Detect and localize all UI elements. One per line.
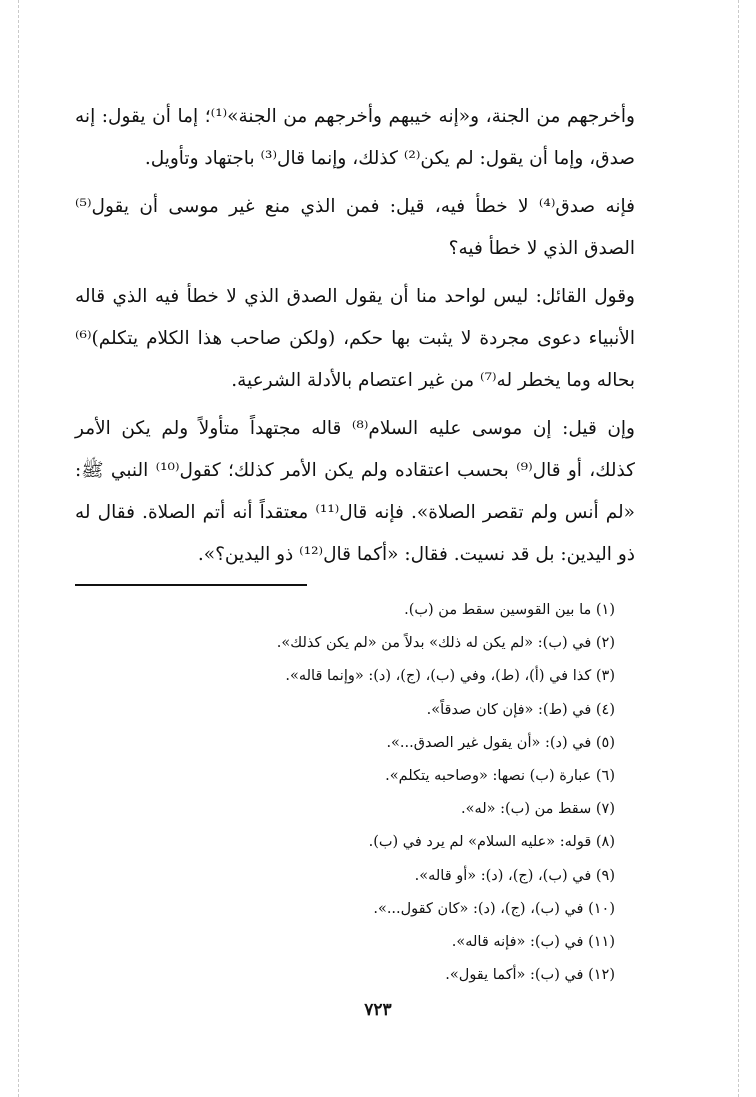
right-margin-guide (738, 0, 739, 1097)
footnote-3: (٣) كذا في (أ)، (ط)، وفي (ب)، (ج)، (د): «وإنما قاله». (285, 668, 615, 685)
footnote-separator-wrap (75, 584, 635, 586)
page-number: ٧٢٣ (364, 1000, 392, 1020)
book-page (75, 96, 635, 992)
footnote-7: (٧) سقط من (ب): «له». (460, 801, 615, 818)
footnote-12: (١٢) في (ب): «أكما يقول». (445, 967, 615, 984)
footnote-11: (١١) في (ب): «فإنه قاله». (451, 934, 615, 951)
footnote-8: (٨) قوله: «عليه السلام» لم يرد في (ب). (368, 834, 615, 851)
footnote-separator (75, 584, 307, 586)
footnotes (75, 594, 615, 992)
paragraph-1: وأخرجهم من الجنة، و«إنه خيبهم وأخرجهم من الجنة»⁽¹⁾؛ إما أن يقول: إنه صدق، وإما أن يقول: لم يكن⁽²⁾ كذلك، وإنما قال⁽³⁾ باجتهاد وتأويل. (75, 106, 635, 169)
footnote-9: (٩) في (ب)، (ج)، (د): «أو قاله». (414, 867, 615, 884)
footnote-1: (١) ما بين القوسين سقط من (ب). (404, 602, 615, 618)
paragraph-4: وإن قيل: إن موسى عليه السلام⁽⁸⁾ قاله مجتهداً متأولاً ولم يكن الأمر كذلك، أو قال⁽⁹⁾ بحسب اعتقاده ولم يكن الأمر كذلك؛ كقول⁽¹⁰⁾ النبي ﷺ: «لم أنس ولم تقصر الصلاة». فإنه قال⁽¹¹⁾ معتقداً أنه أتم الصلاة. فقال له ذو اليدين: بل قد نسيت. فقال: «أكما قال⁽¹²⁾ ذو اليدين؟». (75, 418, 635, 565)
left-margin-guide (18, 0, 19, 1097)
footnote-10: (١٠) في (ب)، (ج)، (د): «كان كقول...». (373, 900, 615, 917)
footnote-5: (٥) في (د): «أن يقول غير الصدق...». (386, 734, 615, 751)
paragraph-3: وقول القائل: ليس لواحد منا أن يقول الصدق الذي لا خطأ فيه الذي قاله الأنبياء دعوى مجردة لا يثبت بها حكم، (ولكن صاحب هذا الكلام يتكلم)⁽⁶⁾ بحاله وما يخطر له⁽⁷⁾ من غير اعتصام بالأدلة الشرعية. (75, 286, 635, 391)
paragraph-2: فإنه صدق⁽⁴⁾ لا خطأ فيه، قيل: فمن الذي منع غير موسى أن يقول⁽⁵⁾ الصدق الذي لا خطأ فيه؟ (75, 196, 635, 259)
footnote-2: (٢) في (ب): «لم يكن له ذلك» بدلاً من «لم يكن كذلك». (276, 635, 615, 652)
main-text (75, 96, 635, 576)
footnote-6: (٦) عبارة (ب) نصها: «وصاحبه يتكلم». (385, 768, 615, 785)
footnote-4: (٤) في (ط): «فإن كان صدقاً». (426, 701, 615, 718)
